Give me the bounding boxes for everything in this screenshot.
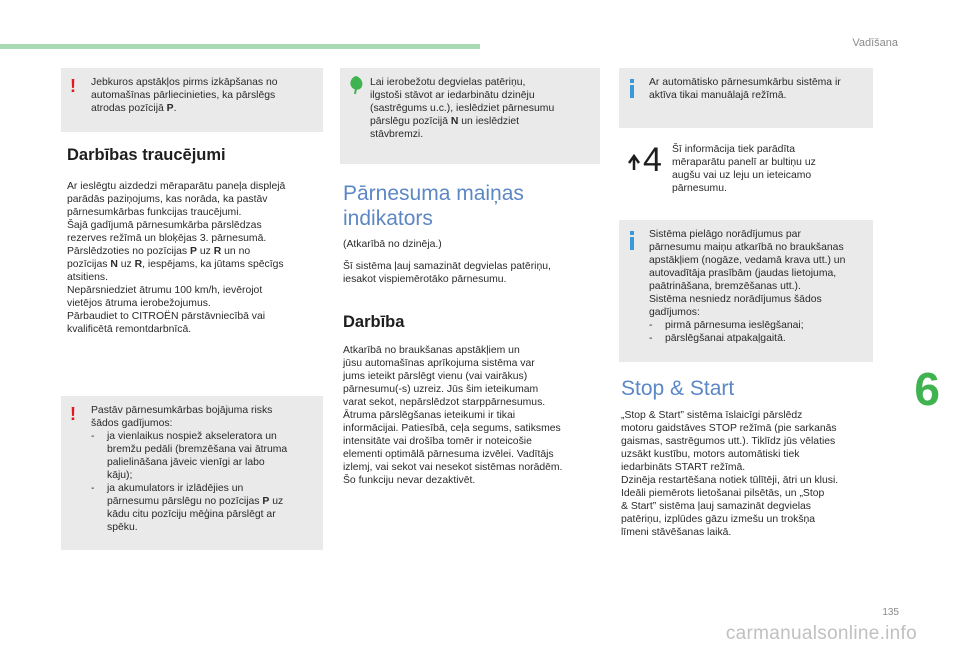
text-line: Pārbaudiet to CITROËN pārstāvniecībā vai <box>67 311 266 322</box>
list-item: - ja akumulators ir izlādējies un pārnesumu pārslēgu no pozīcijas P uz kādu citu pozīciju mēģina pārslēgt ar spēku. <box>91 483 284 533</box>
text-line: Pārslēdzoties no pozīcijas P uz R un no <box>67 246 251 257</box>
recommended-gear: 4 <box>643 141 662 179</box>
text-line: kvalificētā remontdarbnīcā. <box>67 324 192 335</box>
heading-stop-start: Stop & Start <box>621 377 735 400</box>
watermark: carmanualsonline.info <box>725 623 917 644</box>
stop-start-paragraph: „Stop & Start” sistēma īslaicīgi pārslēdz motoru gaidstāves STOP režīmā (pie sarkanās gaismas, sastrēgumos utt.). Tiklīdz jūs vēlaties uzsākt kustību, motors automātiski tiek iedarbināts START režīmā. Dzinēja restartēšana notiek tūlītēji, ātri un klusi. Ideāli piemērots lietošanai pilsētās, un „Stop & Start” sistēma ļauj samazināt degvielas patēriņu, izplūdes gāzu izmešu un trokšņa līmeni stāvēšanas laikā. <box>621 410 839 538</box>
chapter-number: 6 <box>914 363 940 415</box>
warning-icon: ! <box>70 404 76 424</box>
section-header: Vadīšana <box>852 37 898 49</box>
heading-malfunctions: Darbības traucējumi <box>67 146 226 164</box>
indicator-description: Šī informācija tiek parādīta mēraparātu panelī ar bultiņu uz augšu vai uz leju un ieteicamo pārnesumu. <box>672 144 816 194</box>
info-icon <box>630 231 634 251</box>
eco-tip-box <box>340 68 600 164</box>
text-line: rezerves režīmā un bloķējas 3. pārnesumā. <box>67 233 267 244</box>
heading-operation: Darbība <box>343 313 405 331</box>
text-line: atsitiens. <box>67 272 109 283</box>
warning-box-park <box>61 68 323 132</box>
info-box-adaptation: Sistēma pielāgo norādījumus par pārnesumu maiņu atkarībā no braukšanas apstākļiem (nogāze, vedamā krava utt.) un autovadītāja prasībām (jaudas lietojuma, paātrināšana, bremzēšanas utt.). Sistēma nesniedz norādījumus šādos gadījumos: - pirmā pārnesuma ieslēgšanai; - pārslēgšanai atpakaļgaitā. <box>619 220 873 362</box>
text-line: Lai ierobežotu degvielas patēriņu, <box>370 77 526 88</box>
gear-indicator-intro: Šī sistēma ļauj samazināt degvielas patēriņu, iesakot vispiemērotāko pārnesumu. <box>343 261 551 285</box>
text-line: stāvbremzi. <box>370 129 424 140</box>
heading-gear-shift-indicator: Pārnesuma maiņas indikators <box>343 182 524 230</box>
text-line: parādās paziņojums, kas norāda, ka pastāv <box>67 194 268 205</box>
text-line: Nepārsniedziet ātrumu 100 km/h, ievērojot <box>67 285 263 296</box>
text-line: pārnesumkārbas funkcijas traucējumi. <box>67 207 242 218</box>
warning-box-damage <box>61 396 323 550</box>
text-line: Jebkuros apstākļos pirms izkāpšanas no <box>91 77 278 88</box>
malfunctions-paragraph <box>67 180 325 336</box>
text-line: automašīnas pārliecinieties, ka pārslēgs <box>91 90 276 101</box>
text-line: Ar ieslēgtu aizdedzi mēraparātu paneļa displejā <box>67 181 286 192</box>
text-line: pozīcijas N uz R, iespējams, ka jūtams spēcīgs <box>67 259 284 270</box>
page-number: 135 <box>882 607 899 618</box>
eco-leaf-icon <box>346 74 366 96</box>
text-line: Šajā gadījumā pārnesumkārba pārslēdzas <box>67 220 262 231</box>
list-item: - pirmā pārnesuma ieslēgšanai; <box>649 320 804 331</box>
list-item: - pārslēgšanai atpakaļgaitā. <box>649 333 786 344</box>
text-line: vietējos ātruma ierobežojumus. <box>67 298 211 309</box>
info-box-automatic: Ar automātisko pārnesumkārbu sistēma ir aktīva tikai manuālajā režīmā. <box>619 68 873 128</box>
top-accent-bar <box>0 44 480 49</box>
engine-note: (Atkarībā no dzinēja.) <box>343 239 442 250</box>
text-line: šādos gadījumos: <box>91 418 173 429</box>
text-line: atrodas pozīcijā P. <box>91 103 177 114</box>
info-icon <box>630 79 634 99</box>
warning-icon: ! <box>70 76 76 96</box>
gear-indicator-symbol <box>626 143 662 183</box>
text-line: (sastrēgums u.c.), ieslēdziet pārnesumu <box>370 103 555 114</box>
text-line: Pastāv pārnesumkārbas bojājuma risks <box>91 405 273 416</box>
text-line: pārslēgu pozīcijā N un ieslēdziet <box>370 116 520 127</box>
list-item: - ja vienlaikus nospiež akseleratora un bremžu pedāli (bremzēšana vai ātruma palielināšana jāveic vienīgi ar labo kāju); <box>91 431 288 481</box>
operation-paragraph: Atkarībā no braukšanas apstākļiem un jūsu automašīnas aprīkojuma sistēma var jums ieteikt pārslēgt vienu (vai vairākus) pārnesumu(-s) uzreiz. Jūs šim ieteikumam varat sekot, nepārslēdzot starppārnesumus. Ātruma pārslēgšanas ieteikumi ir tikai informācijai. Patiesībā, ceļa segums, satiksmes intensitāte vai drošība tomēr ir noteicošie elementi optimālā pārnesuma izvēlei. Vadītājs izlemj, vai sekot vai nesekot sistēmas norādēm. Šo funkciju nevar dezaktivēt. <box>343 345 563 486</box>
text-line: ilgstoši stāvot ar iedarbinātu dzinēju <box>370 90 535 101</box>
